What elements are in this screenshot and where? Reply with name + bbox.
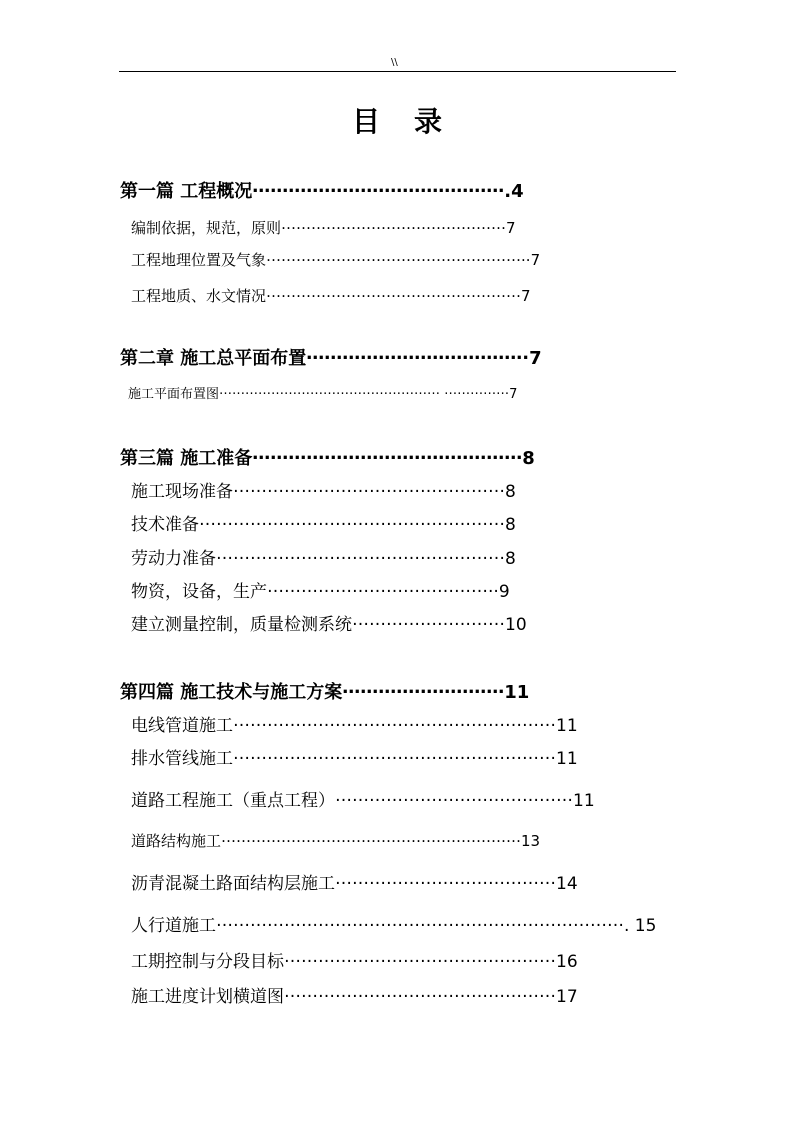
toc-leader: …………………………………………………: [233, 711, 556, 731]
toc-item[interactable]: [128, 383, 517, 402]
toc-page-number: 8: [505, 549, 516, 569]
toc-item[interactable]: [131, 982, 578, 1007]
toc-heading-label: 第一篇 工程概况: [120, 181, 253, 202]
toc-heading-3[interactable]: [120, 443, 535, 470]
toc-item[interactable]: [131, 711, 578, 736]
toc-item-label: 道路工程施工（重点工程）: [131, 791, 335, 811]
toc-item[interactable]: [131, 247, 540, 270]
toc-item[interactable]: [131, 744, 578, 769]
toc-leader: …………………………………………: [284, 947, 556, 967]
toc-item-label: 建立测量控制，质量检测系统: [131, 615, 352, 635]
toc-page-number: 11: [556, 749, 578, 769]
toc-leader: ………………………: [352, 610, 505, 630]
toc-page-number: 17: [556, 987, 578, 1007]
toc-item[interactable]: [131, 544, 516, 569]
page-title: 目录: [351, 105, 476, 138]
toc-item[interactable]: [131, 283, 531, 306]
toc-item[interactable]: [131, 947, 578, 972]
toc-leader: …………………………………………… ……………: [219, 383, 510, 398]
toc-item-label: 人行道施工: [131, 916, 216, 936]
toc-item[interactable]: [131, 911, 656, 936]
toc-item-label: 道路结构施工: [131, 832, 222, 850]
toc-leader: ……………………………………………: [216, 544, 505, 564]
toc-page-number: 7: [530, 251, 541, 269]
toc-page-number: 7: [509, 387, 518, 402]
toc-heading-label: 第二章 施工总平面布置: [120, 348, 307, 369]
toc-page-number: . 15: [624, 916, 657, 936]
toc-page-number: 8: [505, 515, 516, 535]
toc-page-number: 11: [573, 791, 595, 811]
toc-leader: ………………………………………………………………: [216, 911, 624, 931]
toc-leader: ………………………: [342, 677, 505, 698]
toc-item-label: 物资，设备，生产: [131, 582, 267, 602]
toc-leader: …………………………………………: [284, 982, 556, 1002]
toc-heading-4[interactable]: [120, 677, 529, 704]
toc-item[interactable]: [131, 577, 510, 602]
toc-leader: ……………………………………: [335, 786, 573, 806]
toc-item[interactable]: [131, 786, 595, 811]
toc-item-label: 编制依据，规范，原则: [131, 219, 282, 237]
toc-leader: ……………………………….: [306, 343, 530, 364]
toc-leader: ……………………………………………: [266, 283, 522, 301]
toc-page-number: .4: [504, 181, 524, 202]
toc-heading-2[interactable]: [120, 343, 542, 370]
toc-leader: …………………………………: [335, 869, 556, 889]
toc-leader: …………………………………………………: [233, 744, 556, 764]
toc-page-number: 7: [529, 348, 542, 369]
toc-item-label: 排水管线施工: [131, 749, 233, 769]
toc-item-label: 劳动力准备: [131, 549, 216, 569]
toc-leader: ……………………………………………..: [266, 247, 531, 265]
toc-page-number: 11: [556, 716, 578, 736]
toc-page-number: 8: [505, 482, 516, 502]
toc-page-number: 13: [521, 832, 541, 850]
toc-leader: ………………………………………………: [199, 510, 505, 530]
toc-leader: ………………………………………: [252, 443, 523, 464]
toc-item-label: 工程地理位置及气象: [131, 251, 267, 269]
header-mark: \\: [391, 57, 398, 68]
toc-item[interactable]: [131, 215, 516, 238]
toc-heading-1[interactable]: [120, 176, 524, 203]
toc-page-number: 7: [521, 287, 531, 305]
toc-item[interactable]: [131, 610, 527, 635]
toc-item-label: 施工进度计划横道图: [131, 987, 284, 1007]
toc-item-label: 技术准备: [131, 515, 199, 535]
toc-item-label: 施工现场准备: [131, 482, 233, 502]
toc-leader: ……………………………………: [252, 176, 505, 197]
toc-item[interactable]: [131, 869, 578, 894]
toc-item-label: 施工平面布置图: [128, 387, 220, 402]
toc-item-label: 电线管道施工: [131, 716, 233, 736]
toc-item[interactable]: [131, 828, 540, 851]
toc-page-number: 14: [556, 874, 578, 894]
toc-item[interactable]: [131, 510, 516, 535]
toc-item-label: 工程地质、水文情况: [131, 287, 267, 305]
toc-page-number: 10: [505, 615, 527, 635]
toc-item-label: 工期控制与分段目标: [131, 952, 284, 972]
toc-page-number: 11: [504, 682, 530, 703]
toc-page-number: 8: [522, 448, 535, 469]
toc-item-label: 沥青混凝土路面结构层施工: [131, 874, 335, 894]
toc-heading-label: 第四篇 施工技术与施工方案: [120, 682, 343, 703]
toc-leader: …………………………………..: [267, 577, 499, 597]
toc-item[interactable]: [131, 477, 516, 502]
toc-leader: …………………………………………: [233, 477, 505, 497]
toc-page-number: 9: [498, 582, 510, 602]
toc-page-number: 7: [506, 219, 516, 237]
toc-page-number: 16: [556, 952, 578, 972]
toc-leader: ………………………………………: [281, 215, 507, 233]
toc-heading-label: 第三篇 施工准备: [120, 448, 253, 469]
toc-leader: ……………………………………………………: [221, 828, 522, 846]
header-rule: [119, 71, 676, 72]
